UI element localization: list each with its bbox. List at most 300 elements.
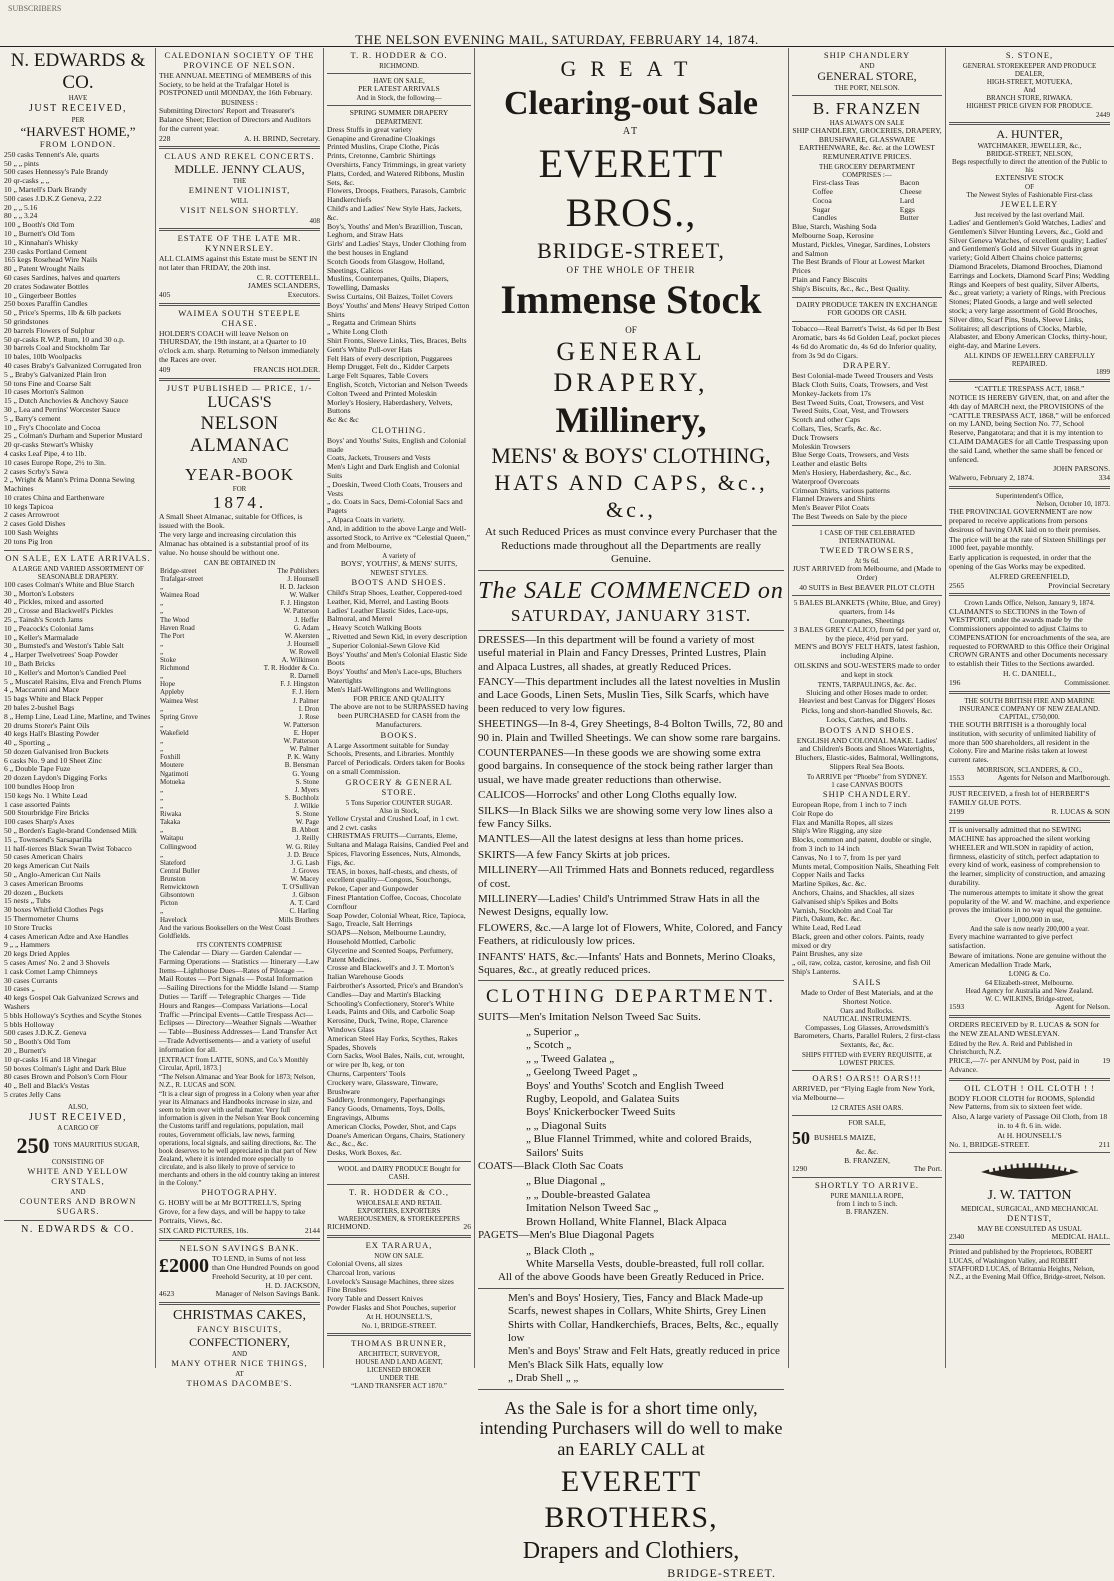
drapery-item: Child's and Ladies' New Style Hats, Jackets, &c. xyxy=(327,204,462,222)
agent-name: W. Rowell xyxy=(289,647,319,656)
tararua-item: Ivory Table and Dessert Knives xyxy=(327,1294,423,1304)
chandlery-item: Pitch, Oakum, &c. &c. xyxy=(792,914,862,924)
coat-item: „ „ Double-breasted Galatea xyxy=(526,1188,651,1201)
agent-row xyxy=(159,737,320,745)
clothing-item: „ Doeskin, Tweed Cloth Coats, Trousers and Vests xyxy=(327,479,463,498)
text-consisting: CONSISTING OF xyxy=(51,1158,105,1167)
stock-item: 40 kegs Gospel Oak Galvanized Screws and Washers xyxy=(4,993,139,1011)
tatton-dentist: DENTIST, xyxy=(1007,1212,1052,1223)
grocery-item: Doane's American Organs, Chairs, Stationery &c., &c., &c. xyxy=(327,1130,465,1149)
franzen-name: B. FRANZEN xyxy=(812,98,922,118)
divider xyxy=(159,303,320,306)
cargo-item: 2 „ Wright & Mann's Prima Donna Sewing Machines xyxy=(4,475,135,494)
stock-item: 6 casks No. 9 and 10 Sheet Zinc xyxy=(4,755,102,765)
agent-place: Picton xyxy=(160,899,178,908)
boots-item: Boys' Youths' and Men's Colonial Elastic Side Boots xyxy=(327,649,468,668)
advert-general-drapery: GENERAL DRAPERY, xyxy=(553,336,709,398)
stone-produce: HIGHEST PRICE GIVEN FOR PRODUCE. xyxy=(966,102,1093,111)
stock-item: 50 dozen Galvanised Iron Buckets xyxy=(4,746,109,756)
grocery-item: Cheese xyxy=(899,187,922,197)
agent-row xyxy=(159,599,320,607)
agent-row xyxy=(159,575,320,583)
text-counters: COUNTERS AND BROWN SUGARS. xyxy=(19,1196,137,1216)
brunner-title-2: HOUSE AND LAND AGENT, xyxy=(355,1357,443,1366)
tweed-price: At 9s 6d. xyxy=(854,556,880,565)
tatton-name: J. W. TATTON xyxy=(987,1188,1072,1204)
advert-clothing: MENS' & BOYS' CLOTHING, xyxy=(491,442,771,468)
stock-item: 5 bbls Holloway xyxy=(4,1019,55,1029)
text-business: BUSINESS : xyxy=(221,99,258,108)
agent-name: J. Myers xyxy=(294,785,319,794)
heading-ship-chandlery: SHIP CHANDLERY xyxy=(823,50,911,60)
agent-name: P. K. Watty xyxy=(287,753,319,762)
cargo-item: 20 barrels Flowers of Sulphur xyxy=(4,325,95,335)
stock-item: 500 cases J.D.K.Z. Geneva xyxy=(4,1028,87,1038)
grocery-item: Cocoa xyxy=(812,195,832,205)
divider xyxy=(792,1070,942,1071)
agent-row xyxy=(159,794,320,802)
stone-desc: GENERAL STOREKEEPER AND PRODUCE DEALER, xyxy=(962,61,1097,78)
clothing-note: And, in addition to the above Large and Well-assorted Stock, to Arrive ex “Celestial Queen,” and from Melbourne, xyxy=(327,523,470,551)
ad-number: 2144 xyxy=(304,1225,320,1235)
department-item: MILLINERY—Ladies' Child's Untrimmed Straw Hats in all the Newest Designs, equally low. xyxy=(478,893,760,919)
hunter-address: BRIDGE-STREET, NELSON, xyxy=(986,149,1073,158)
agent-row xyxy=(159,851,320,859)
department-item: INFANTS' HATS, &c.—Infants' Hats and Bonnets, Merino Cloaks, Squares, &c., at greatly reduced prices. xyxy=(478,950,776,977)
grocery-col-1 xyxy=(812,179,859,223)
firm-name-2: T. R. HODDER & CO., xyxy=(348,1187,450,1198)
divider xyxy=(949,1015,1110,1018)
text-just-received: JUST RECEIVED, xyxy=(28,103,128,115)
agent-row xyxy=(159,664,320,672)
dentures-illustration xyxy=(975,1156,1085,1186)
contents-text: The Calendar — Diary — Garden Calendar —Farming Operations — Statistics — Itinerary —Law Items—Lighthouse Dues—Rates of Pilotage — Mail Routes — Port Signals — Postal Information—Sailing Directions for the Middle Island — Stamp Duties — Tariff — Telegraphic Charges — Tide Hours and Ranges—Compass Variations—Local Traffic —Principal Events—Cattle Trespass Act— Eclipses — Directory—Weather Signals —Weather — Table—Business Addresses— Land Transfer Act—Trade Advertisements— and a variety of useful information for all. xyxy=(159,947,320,1054)
agent-place: Waimea Road xyxy=(160,591,200,600)
clothing-item: Men's Light and Dark English and Colonial Suits xyxy=(327,462,460,481)
estate-signature: C. R. COTTERELL. xyxy=(256,272,320,282)
text-for: FOR xyxy=(232,484,247,493)
extract-source: [EXTRACT from LATTE, SONS, and Co.'s Monthly Circular, April, 1873.] xyxy=(159,1055,309,1072)
hounsell-name: At H. HOUNSELL'S, xyxy=(365,1311,433,1321)
cargo-list xyxy=(4,151,152,547)
stock-item: 30 cases Currants xyxy=(4,975,58,985)
drab-text: „ Drab Shell „ „ xyxy=(508,1372,579,1385)
grocery-item: First-class Teas xyxy=(812,178,860,188)
agent-row xyxy=(159,826,320,834)
sewing-sales: And the sale is now nearly 200,000 a year. xyxy=(970,925,1089,934)
cargo-item: 10 „ Martell's Dark Brandy xyxy=(4,185,87,194)
text-etc: &c. &c. xyxy=(855,1148,879,1157)
stock-item: 25 „ Tainsh's Scotch Jams xyxy=(4,614,83,624)
cargo-item: 10 cases Europe Rope, 2½ to 3in. xyxy=(4,457,106,467)
boots-item: Men's Half-Wellingtons and Wellingtons xyxy=(327,684,451,694)
drapery-item: &c &c &c xyxy=(327,415,359,425)
oil-cloth-text-2: Also, A large variety of Passage Oil Cloth, from 18 in. to 4 ft. 6 in. wide. xyxy=(951,1112,1108,1130)
cargo-item: 500 cases Hennessy's Pale Brandy xyxy=(4,167,109,177)
agent-place: Wakefield xyxy=(160,729,189,738)
grocery-item: Mustard, Pickles, Vinegar, Sardines, Lobsters and Salmon xyxy=(792,239,931,258)
hunter-styles: The Newest Styles of Fashionable First-class xyxy=(966,190,1093,199)
tararua-item: Colonial Ovens, all sizes xyxy=(327,1259,403,1269)
text-suits: BOYS', YOUTHS', & MENS' SUITS, xyxy=(340,559,458,569)
stock-item: 9 „ „ Hammers xyxy=(4,940,50,950)
estate-sign-row xyxy=(159,291,320,300)
port-nelson: THE PORT, NELSON. xyxy=(834,83,900,92)
text-price-quality: FOR PRICE AND QUALITY xyxy=(353,693,445,703)
agent-place: „ xyxy=(160,785,164,794)
glue-pots-text: JUST RECEIVED, a fresh lot of HERBERT'S FAMILY GLUE POTS. xyxy=(949,788,1090,807)
franzen-goods: SHIP CHANDLERY, GROCERIES, DRAPERY, BRUSHWARE, GLASSWARE EARTHENWARE, &c. &c. at the LOWEST REMUNERATIVE PRICES. xyxy=(792,125,942,162)
text-variety: A variety of xyxy=(382,552,416,561)
suit-item: „ Blue Flannel Trimmed, white and colored Braids, Sailors' Suits xyxy=(526,1133,752,1159)
agent-row xyxy=(159,688,320,696)
drapery-item: Scotch and other Caps xyxy=(792,415,861,425)
ad-number: 408 xyxy=(309,217,320,226)
advert-footer: As the Sale is for a short time only, intending Purchasers will do well to make an EARLY CALL at xyxy=(479,1397,783,1459)
south-british-capital: CAPITAL, £750,000. xyxy=(999,712,1060,721)
drapery-item: Colton Tweed and Printed Moleskin xyxy=(327,388,437,398)
cargo-item: 10 cases Morton's Salmon xyxy=(4,387,84,397)
agent-name: The Publishers xyxy=(277,566,319,575)
christmas-cakes: CHRISTMAS CAKES, xyxy=(172,1308,307,1324)
stock-item: 40 „ Pickles, mixed and assorted xyxy=(4,597,104,607)
cargo-item: 40 cases Braby's Galvanized Corrugated Iron xyxy=(4,360,142,370)
oil-cloth-row xyxy=(949,1141,1110,1150)
cargo-item: 10 „ Fry's Chocolate and Cocoa xyxy=(4,422,101,432)
cargo-item: 50 „ „ pints xyxy=(4,158,39,168)
drapery-item: Best Tweed Suits, Coat, Trowsers, and Vest xyxy=(792,397,924,407)
oil-cloth-address: No. 1, BRIDGE-STREET. xyxy=(949,1139,1030,1149)
advert-hats: HATS AND CAPS, &c., &c., xyxy=(494,469,768,522)
suit-item: Boys' Knickerbocker Tweed Suits xyxy=(526,1106,676,1119)
grocery-item: American Steel Hay Forks, Scythes, Rakes Spades, Shovels xyxy=(327,1033,458,1052)
stock-item: 15 bags White and Black Pepper xyxy=(4,694,104,704)
grocery-item: Saddlery, Ironmongery, Paperhangings xyxy=(327,1095,445,1105)
text-has-on-sale: HAS ALWAYS ON SALE xyxy=(829,118,905,127)
heading-ship-chandlery-2: SHIP CHANDLERY. xyxy=(822,789,912,800)
sewing-in-use: Over 1,000,000 in use, xyxy=(994,915,1065,925)
crown-title: Commissioner. xyxy=(1064,677,1110,687)
gas-title: Provincial Secretary xyxy=(1048,580,1110,590)
drapery-item: Swiss Curtains, Oil Baizes, Toilet Covers xyxy=(327,292,453,302)
drapery-item: Muslins, Counterpanes, Quilts, Diapers, Towelling, Damasks xyxy=(327,274,449,293)
chandlery-item: Munts metal, Composition Nails, Sheathing Felt xyxy=(792,861,940,871)
drapery-item: „ White Long Cloth xyxy=(327,327,388,337)
heading-just-published: JUST PUBLISHED — PRICE, 1/- xyxy=(166,382,313,393)
text-cargo: A CARGO OF xyxy=(57,1124,99,1133)
boots-item: Ladies' Leather Elastic Sides, Lace-ups, Balmoral, and Merrel xyxy=(327,605,449,624)
cargo-item: 80 „ Patent Wrought Nails xyxy=(4,264,85,274)
cargo-item: 100 „ Booth's Old Tom xyxy=(4,220,75,230)
sails-text: Made to Order of Best Materials, and at the Shortest Notice. xyxy=(800,987,934,1006)
sewing-wilkins: W. C. WILKINS, Bridge-street, xyxy=(985,995,1074,1004)
sewing-text-2: The numerous attempts to imitate it show the great popularity of the W. and W. machine, and experience proves the imitations in no way equal the genuine. xyxy=(949,887,1110,915)
ad-number: 196 xyxy=(949,677,961,687)
agent-row xyxy=(159,818,320,826)
cargo-item: 2 cases Arrowroot xyxy=(4,510,60,520)
drapery-item: Hemp Drugget, Felt do., Kidder Carpets xyxy=(327,362,450,372)
agent-name: G. Young xyxy=(292,769,319,778)
drapery-list xyxy=(327,126,471,425)
agent-place: Waimea West xyxy=(160,696,199,705)
heading-grocery: GROCERY & GENERAL STORE. xyxy=(345,776,453,797)
drapery-item: Boy's, Youths' and Men's Brazillion, Tuscan, Leghorn, and Straw Hats xyxy=(327,221,463,240)
advert-clearing-out: Clearing-out Sale xyxy=(503,84,759,122)
silk-text: Men's Black Silk Hats, equally low xyxy=(508,1358,664,1371)
text-per: PER xyxy=(71,115,85,124)
grocery-item: Ship's Biscuits, &c., &c., Best Quality. xyxy=(792,283,910,293)
grocery-item: Soap Powder, Colonial Wheat, Rice, Tapioca, Sago, Treacle, Salt Herrings xyxy=(327,910,466,929)
stock-item: 20 kegs American Cut Nails xyxy=(4,861,90,871)
text-and: AND xyxy=(859,61,875,70)
agent-row xyxy=(159,843,320,851)
department-item: FANCY—This department includes all the latest novelties in Muslin and Lace Goods, Linen Sets, Muslin Ties, Silk Scarfs, which have been reduced to very low figures. xyxy=(478,675,781,715)
agent-place: Haven Road xyxy=(160,623,195,632)
franzen-row xyxy=(792,1165,942,1174)
stock-item: 50 boxes Colman's Light and Dark Blue xyxy=(4,1063,127,1073)
agent-name: J. G. Lash xyxy=(290,858,319,867)
chandlery-item: Varnish, Stockholm and Coal Tar xyxy=(792,905,893,915)
agent-place: The Wood xyxy=(160,615,190,624)
franzen-sign: B. FRANZEN, xyxy=(844,1155,890,1165)
gas-text: THE PROVINCIAL GOVERNMENT are now prepared to receive applications from persons desirous of having OAK laid on to their premises. xyxy=(949,507,1101,534)
south-british-text: THE SOUTH BRITISH is a thoroughly local institution, with security of unlimited liability of more than 500 shareholders, all resident in the Colony. Fire and Marine risks taken at lowest current rates. xyxy=(949,720,1097,765)
stock-item: 6 „ Double Tape Fuze xyxy=(4,764,71,774)
stock-item: 1 case assorted Paints xyxy=(4,799,71,809)
drapery-item: Leather and elastic Belts xyxy=(792,459,867,469)
text-at: AT xyxy=(235,1370,244,1379)
boots-item: „ Rivetted and Sewn Kid, in every description xyxy=(327,632,468,642)
stock-item: 100 cases Colman's White and Blue Starch xyxy=(4,579,135,589)
divider xyxy=(478,630,784,631)
agent-row xyxy=(159,753,320,761)
flying-eagle-text: ARRIVED, per “Flying Eagle from New York, via Melbourne— xyxy=(792,1084,935,1102)
agent-name: S. Stone xyxy=(295,777,319,786)
cargo-item: 100 Sash Weights xyxy=(4,528,59,538)
agent-name: R. Darnell xyxy=(289,672,319,681)
grocery-item: Butter xyxy=(899,213,919,223)
agent-row xyxy=(159,632,320,640)
tatton-title: MEDICAL, SURGICAL, AND MECHANICAL xyxy=(960,1204,1099,1213)
heading-concerts: CLAUS AND REKEL CONCERTS. xyxy=(164,151,315,162)
ad-number: 409 xyxy=(159,364,171,374)
divider xyxy=(327,105,471,106)
heading-boots: BOOTS AND SHOES. xyxy=(819,724,915,735)
maize-text: BUSHELS MAIZE, xyxy=(814,1132,876,1142)
ad-number: 2449 xyxy=(1096,110,1110,119)
drapery-item: Shirt Fronts, Sleeve Links, Ties, Braces, Belts xyxy=(327,336,467,346)
agent-row xyxy=(159,672,320,680)
sup-office: Superintendent's Office, xyxy=(995,492,1064,500)
agent-place: Hope xyxy=(160,680,176,689)
agent-place: Appleby xyxy=(160,688,185,697)
text-department: DEPARTMENT. xyxy=(375,117,423,126)
ad-number: 2340 xyxy=(949,1231,965,1241)
agent-place: Renwicktown xyxy=(160,883,199,892)
stock-item: 40 kegs Hall's Blasting Powder xyxy=(4,729,100,739)
drapery-item: Waterproof Overcoats xyxy=(792,476,860,486)
column-notices xyxy=(159,50,320,1389)
coat-item: Brown Holland, White Flannel, Black Alpaca xyxy=(526,1215,727,1228)
drapery-items xyxy=(792,372,942,522)
stock-item: 5 cases Ames' No. 2 and 3 Shovels xyxy=(4,958,110,968)
department-item: SHEETINGS—In 8-4, Grey Sheetings, 8-4 Bolton Twills, 72, 80 and 90 in. Plain and Twilled Sheetings. We can show some rare bargains. xyxy=(478,718,783,744)
agent-place: „ xyxy=(160,720,164,729)
manilla-sizes: from 1 inch to 5 inch. xyxy=(836,1200,898,1209)
cargo-item: 250 casks Tennent's Ale, quarts xyxy=(4,149,99,159)
stock-item: 4 cases American Adze and Axe Handles xyxy=(4,931,129,941)
sb-row xyxy=(949,774,1110,783)
sup-date: Nelson, October 10, 1873. xyxy=(1036,500,1110,509)
hunter-trade: WATCHMAKER, JEWELLER, &c., xyxy=(977,141,1082,150)
cargo-item: 25 „ Colman's Durham and Superior Mustard xyxy=(4,431,143,441)
stock-item: 100 bundles Hoop Iron xyxy=(4,782,75,792)
stock-item: 20 kegs Dried Apples xyxy=(4,949,70,959)
agents-table xyxy=(159,567,320,924)
grocery-item: Bacon xyxy=(899,178,920,188)
drapery-item: Felt Hats of every description, Puggarees xyxy=(327,353,453,363)
agent-name: T. O'Sullivan xyxy=(282,883,319,892)
drapery-item: Prints, Cretonne, Cambric Shirtings xyxy=(327,151,436,161)
divider xyxy=(949,1078,1110,1081)
text-have: HAVE xyxy=(68,94,88,103)
sewing-address: 64 Elizabeth-street, Melbourne. xyxy=(985,979,1074,988)
sugar-line xyxy=(4,1133,152,1159)
agent-row xyxy=(159,770,320,778)
drapery-item: Monkey-Jackets from 17s xyxy=(792,388,871,398)
grocery-item: Crosse and Blackwell's and J. T. Morton's Italian Warehouse Goods xyxy=(327,963,454,982)
cargo-item: 5 „ Braby's Galvanized Plain Iron xyxy=(4,369,107,379)
caledonian-sign-row xyxy=(159,135,320,144)
advert-millinery: Millinery, xyxy=(555,400,707,441)
stock-item: 8 „ Hemp Line, Lead Line, Marline, and Twines xyxy=(4,711,151,721)
agent-place: Moutere xyxy=(160,761,184,770)
agent-name: S. Stone xyxy=(295,810,319,819)
grocery-sugar: 5 Tons Superior COUNTER SUGAR. xyxy=(345,798,453,807)
pagets-line: PAGETS—Men's Blue Diagonal Pagets xyxy=(478,1229,655,1242)
wesleyan-editor: Edited by the Rev. A. Reid and Published in Christchurch, N.Z. xyxy=(949,1039,1073,1056)
divider xyxy=(949,379,1110,382)
drapery-item: Men's Beaver Pilot Coats xyxy=(792,503,870,513)
hunter-intro: Begs respectfully to direct the attention of the Public to his xyxy=(952,157,1107,174)
divider xyxy=(159,1302,320,1305)
glue-row xyxy=(949,808,1110,817)
advert-immense-stock: Immense Stock xyxy=(500,276,762,322)
agent-place: „ xyxy=(160,793,164,802)
agent-row xyxy=(159,680,320,688)
grocery-item: Sugar xyxy=(812,204,831,214)
gas-row xyxy=(949,582,1110,591)
divider xyxy=(159,378,320,381)
estate-signature-2: JAMES SCLANDERS, xyxy=(247,281,320,291)
brunner-title-3: LICENSED BROKER xyxy=(367,1365,431,1374)
stone-address: HIGH-STREET, MOTUEKA, xyxy=(986,78,1073,87)
advert-street-2: BRIDGE-STREET. xyxy=(667,1566,776,1581)
ship-name: “HARVEST HOME,” xyxy=(20,123,136,139)
advert-drapers: Drapers and Clothiers, xyxy=(522,1537,740,1564)
nautical-instruments: NAUTICAL INSTRUMENTS. xyxy=(822,1015,912,1024)
boots-item: „ Superior Colonial-Sewn Glove Kid xyxy=(327,640,440,650)
grocery-item: The Best Brands of Flour at Lowest Market Prices xyxy=(792,257,925,276)
agent-name: W. Patterson xyxy=(283,720,319,729)
cargo-item: 10 crates China and Earthenware xyxy=(4,492,105,502)
heading-south-british: THE SOUTH BRITISH FIRE AND MARINE INSURANCE COMPANY OF NEW ZEALAND. xyxy=(959,696,1100,713)
tobacco-text: Tobacco—Real Barrett's Twist, 4s 6d per lb Best Aromatic, bars 4s 6d Golden Leaf, pocket pieces 4s 6d do Aromatic do, 4s 6d do Inferior quality, from 3s 9d do Cigars. xyxy=(792,324,941,360)
column-franzen xyxy=(792,50,942,1368)
divider xyxy=(949,1244,1110,1245)
grocery-item: Finest Plantation Coffee, Cocoas, Chocolate Cornflour xyxy=(327,892,462,911)
glue-signature: R. LUCAS & SON xyxy=(1051,807,1110,817)
agent-row xyxy=(159,713,320,721)
divider xyxy=(327,1333,471,1336)
stock-item: 5 crates Jelly Cans xyxy=(4,1089,61,1099)
fancy-biscuits: FANCY BISCUITS, xyxy=(197,1324,282,1335)
divider xyxy=(4,1220,152,1221)
gas-price: The price will be at the rate of Sixteen Shillings per 1000 feet, payable monthly. xyxy=(949,534,1106,553)
photo-price: SIX CARD PICTURES, 10s. xyxy=(159,1225,249,1235)
tararua-list xyxy=(327,1260,471,1313)
text-of: OF xyxy=(1025,182,1034,191)
drapery-item: Dress Stuffs in great variety xyxy=(327,124,413,134)
agent-place: The Port xyxy=(160,631,185,640)
cargo-item: 10 „ Gingerbeer Bottles xyxy=(4,290,77,300)
almanac-title: NELSON ALMANAC xyxy=(189,413,290,457)
text-newest: NEWEST STYLES. xyxy=(370,569,428,578)
agent-row xyxy=(159,883,320,891)
agent-place: Central Buller xyxy=(160,866,200,875)
agent-name: J. Gibson xyxy=(292,891,319,900)
stock-item: 20 drums Storer's Paint Oils xyxy=(4,720,90,730)
divider xyxy=(327,1161,471,1162)
stock-item: 10 „ Keller's Marmalade xyxy=(4,632,79,642)
gas-signature: ALFRED GREENFIELD, xyxy=(989,571,1070,581)
agent-name: A. T. Card xyxy=(289,899,319,908)
extract-title: “The Nelson Almanac and Year Book for 1873; Nelson, N.Z., R. LUCAS and SON. xyxy=(159,1072,316,1089)
heading-savings-bank: NELSON SAVINGS BANK. xyxy=(179,1243,300,1254)
sewing-long: LONG & Co. xyxy=(1008,969,1051,979)
heading-grocery-dept: THE GROCERY DEPARTMENT xyxy=(819,163,915,171)
tweed-trowsers: TWEED TROWSERS, xyxy=(819,544,915,555)
stock-item: 10 qr-casks 16 and 18 Vinegar xyxy=(4,1054,97,1064)
chandlery-item: Blocks, common and patent, double or single, from 3 inch to 14 inch xyxy=(792,835,932,853)
agent-place: „ xyxy=(160,802,164,811)
boots-item: Boys' Youths' and Men's Lace-ups, Bluchers Watertights xyxy=(327,667,462,686)
bank-sign-row xyxy=(159,1290,320,1299)
cargo-item: 20 „ „ 5.16 xyxy=(4,202,38,212)
heading-books: BOOKS. xyxy=(380,729,418,740)
hodder-sign-row xyxy=(327,1223,471,1232)
agent-name: J. Heffer xyxy=(294,615,319,624)
brunner-name: THOMAS BRUNNER, xyxy=(351,1337,447,1348)
grocery-item: Lard xyxy=(899,195,915,205)
cargo-item: 2 cases Gold Dishes xyxy=(4,519,66,529)
cargo-item: 165 kegs Rosehead Wire Nails xyxy=(4,255,98,265)
suit-item: Boys' and Youths' Scotch and English Tweed xyxy=(526,1079,724,1092)
many-things: MANY OTHER NICE THINGS, xyxy=(171,1358,308,1369)
stock-item: 20 dozen Laydon's Digging Forks xyxy=(4,773,108,783)
agent-row xyxy=(159,721,320,729)
crown-lands-header: Crown Lands Office, Nelson, January 9, 1874. xyxy=(964,599,1095,608)
agent-place: „ xyxy=(160,737,164,746)
cargo-item: 10 kegs Tapicoa xyxy=(4,501,54,511)
stock-item: 30 „ Morton's Lobsters xyxy=(4,588,74,598)
hunter-stock: EXTENSIVE STOCK xyxy=(995,172,1064,182)
stock-item: 500 Stourbridge Fire Bricks xyxy=(4,808,89,818)
ad-number: 1553 xyxy=(949,773,965,783)
blanket-item: Counterpanes, Sheetings xyxy=(829,615,905,625)
drapery-item: Blue Serge Coats, Trowsers, and Vests xyxy=(792,450,909,460)
stock-item: 20 dozen „ Buckets xyxy=(4,887,64,897)
